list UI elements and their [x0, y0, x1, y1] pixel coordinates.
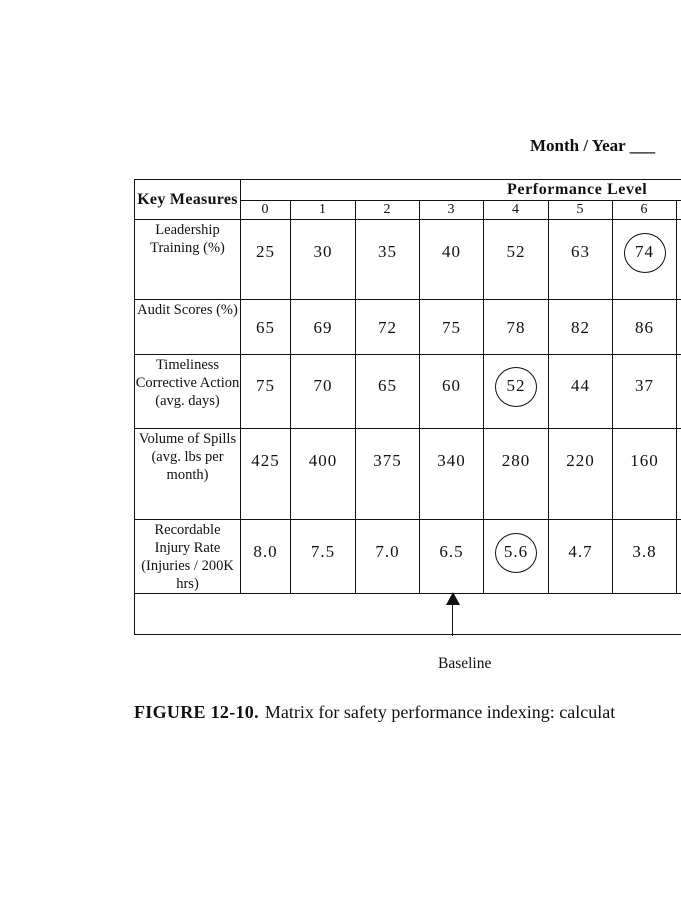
value-cell: [613, 520, 677, 594]
value-cell-overflow: [677, 429, 681, 520]
value-text: 52: [506, 242, 526, 261]
value-cell: [356, 355, 420, 429]
value-text: 280: [501, 451, 531, 470]
value-text: 70: [313, 376, 333, 395]
value-cell: [549, 300, 613, 355]
safety-performance-matrix: [134, 179, 681, 635]
value-cell: [356, 220, 420, 300]
value-text: 75: [256, 376, 275, 395]
value-text: 340: [437, 451, 466, 470]
value-text: 3.8: [632, 542, 657, 561]
value-cell-overflow: [677, 520, 681, 594]
value-text: 425: [251, 451, 280, 470]
value-cell-overflow: [677, 355, 681, 429]
value-cell: [484, 220, 549, 300]
value-cell: [420, 220, 484, 300]
measure-label: Leadership Training (%): [135, 220, 241, 300]
value-text: 4.7: [568, 542, 593, 561]
baseline-arrow-line: [452, 603, 453, 636]
value-text: 82: [571, 318, 590, 337]
value-cell: [241, 300, 291, 355]
value-cell: [420, 520, 484, 594]
value-cell: [613, 220, 677, 300]
value-text: 5.6: [503, 542, 529, 561]
value-cell: [484, 355, 549, 429]
figure-caption: [134, 702, 615, 723]
value-cell: [613, 355, 677, 429]
value-text: 65: [256, 318, 275, 337]
value-cell: [241, 355, 291, 429]
value-cell: [291, 220, 356, 300]
value-text: 86: [635, 318, 654, 337]
value-cell: [420, 355, 484, 429]
value-cell-overflow: [677, 300, 681, 355]
value-cell: [241, 220, 291, 300]
value-text: 37: [635, 376, 654, 395]
level-header-1: 1: [291, 201, 356, 220]
value-cell: [484, 520, 549, 594]
value-text: 75: [442, 318, 461, 337]
value-text: 52: [506, 376, 526, 395]
value-cell: [613, 300, 677, 355]
level-header-6: 6: [613, 201, 677, 220]
value-text: 220: [566, 451, 595, 470]
performance-level-header: Performance Level: [241, 180, 681, 201]
value-cell: [356, 300, 420, 355]
value-text: 400: [308, 451, 338, 470]
level-header-overflow: [677, 201, 681, 220]
value-cell: [291, 520, 356, 594]
matrix-body: [135, 220, 681, 594]
value-cell: [549, 520, 613, 594]
measure-label: Timeliness Corrective Action (avg. days): [135, 355, 241, 429]
value-text: 6.5: [439, 542, 464, 561]
value-text: 74: [635, 242, 654, 261]
figure-number: FIGURE 12-10.: [134, 702, 259, 722]
value-text: 44: [571, 376, 590, 395]
value-text: 160: [630, 451, 659, 470]
value-cell: [420, 300, 484, 355]
measure-row: [135, 300, 681, 355]
value-cell: [613, 429, 677, 520]
value-cell: [484, 300, 549, 355]
baseline-row-cell: [135, 594, 681, 635]
value-text: 8.0: [253, 542, 278, 561]
value-text: 35: [378, 242, 397, 261]
value-cell: [549, 355, 613, 429]
baseline-row: [135, 594, 681, 635]
value-text: 375: [373, 451, 402, 470]
value-text: 63: [571, 242, 590, 261]
level-header-4: 4: [484, 201, 549, 220]
value-text: 65: [378, 376, 397, 395]
measure-row: [135, 520, 681, 594]
value-text: 60: [442, 376, 461, 395]
value-text: 30: [313, 242, 333, 261]
value-cell: [420, 429, 484, 520]
caption-text: Matrix for safety performance indexing: calculat: [264, 702, 616, 722]
level-header-2: 2: [356, 201, 420, 220]
value-cell: [549, 220, 613, 300]
value-cell: [291, 300, 356, 355]
value-cell: [291, 355, 356, 429]
level-header-0: 0: [241, 201, 291, 220]
measure-label: Recordable Injury Rate (Injuries / 200K hrs): [135, 520, 241, 594]
level-header-3: 3: [420, 201, 484, 220]
value-cell: [356, 429, 420, 520]
value-cell: [549, 429, 613, 520]
value-cell: [356, 520, 420, 594]
value-cell: [291, 429, 356, 520]
measure-row: [135, 220, 681, 300]
value-text: 40: [442, 242, 461, 261]
value-text: 7.5: [310, 542, 336, 561]
value-text: 72: [378, 318, 397, 337]
value-text: 25: [256, 242, 275, 261]
measure-label: Volume of Spills (avg. lbs per month): [135, 429, 241, 520]
baseline-label: Baseline: [438, 655, 492, 672]
level-header-5: 5: [549, 201, 613, 220]
measure-row: [135, 429, 681, 520]
value-cell: [241, 520, 291, 594]
value-cell: [241, 429, 291, 520]
key-measures-header: Key Measures: [135, 180, 241, 220]
measure-label: Audit Scores (%): [135, 300, 241, 355]
value-text: 69: [313, 318, 333, 337]
measure-row: [135, 355, 681, 429]
value-cell-overflow: [677, 220, 681, 300]
month-year-label: Month / Year ___: [530, 136, 656, 155]
value-text: 78: [506, 318, 526, 337]
header-row-top: [135, 180, 681, 201]
value-cell: [484, 429, 549, 520]
value-text: 7.0: [375, 542, 400, 561]
